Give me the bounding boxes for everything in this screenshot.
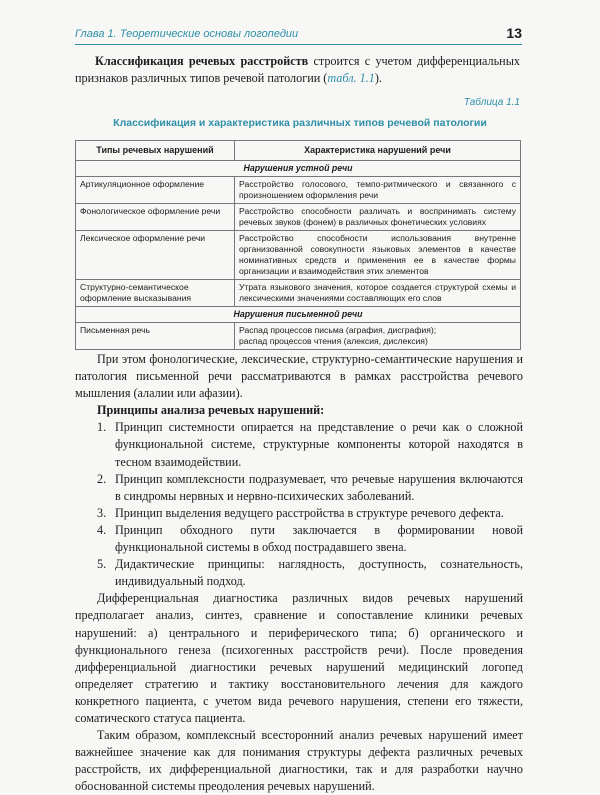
table-row — [76, 323, 521, 350]
list-item — [75, 505, 523, 522]
running-header — [0, 0, 600, 44]
row-type: Фонологическое оформление речи — [76, 204, 235, 231]
list-item — [75, 556, 523, 590]
column-header-types: Типы речевых нарушений — [76, 141, 235, 161]
row-type: Структурно-семантическое оформление высказывания — [76, 280, 235, 307]
table-header-row — [76, 141, 521, 161]
section-written-speech: Нарушения письменной речи — [76, 307, 521, 323]
paragraph: Таким образом, комплексный всесторонний анализ речевых нарушений имеет важнейшее значение как для понимания структуры дефекта различных речевых расстройств, их дифференциальной диагностики, так и для разработки научно обоснованной системы преодоления речевых нарушений. — [75, 728, 523, 794]
table-row — [76, 280, 521, 307]
list-item — [75, 471, 523, 505]
row-description — [235, 323, 521, 350]
row-type: Лексическое оформление речи — [76, 231, 235, 280]
list-number: 1. — [97, 420, 107, 435]
list-text: Дидактические принципы: наглядность, доступность, сознательность, индивидуальный подход. — [115, 557, 523, 589]
row-description: Расстройство голосового, темпо-ритмического и связанного с произношением оформления речи — [235, 177, 521, 204]
section-row-oral — [76, 161, 521, 177]
intro-bold-term: Классификация речевых расстройств — [95, 54, 309, 68]
table-reference: табл. 1.1 — [327, 71, 375, 85]
row-description-line: Распад процессов письма (аграфия, дисграфия); — [239, 325, 437, 335]
paragraph: Дифференциальная диагностика различных видов речевых нарушений предполагает анализ, синтез, сравнение и сопоставление клиники речевых нарушений: а) центрального и периферического типа; б) органического и функционального генеза (психогенных расстройств речи). После проведения дифференциальной диагностики речевых нарушений медицинский логопед определяет стратегию и тактику восстановительного лечения для каждого конкретного пациента, с учетом вида речевого нарушения, степени его тяжести, соматического статуса пациента. — [75, 591, 523, 725]
list-number: 5. — [97, 557, 107, 572]
section-oral-speech: Нарушения устной речи — [76, 161, 521, 177]
list-number: 3. — [97, 505, 107, 520]
intro-end: ). — [374, 71, 382, 85]
table-title: Классификация и характеристика различных типов речевой патологии — [113, 117, 487, 129]
list-number: 4. — [97, 522, 107, 537]
row-description-line: распад процессов чтения (алексия, дислексия) — [239, 336, 428, 346]
table-row — [76, 177, 521, 204]
body-text — [75, 351, 523, 795]
paragraph: При этом фонологические, лексические, структурно-семантические нарушения и патология письменной речи рассматриваются в рамках расстройства речевого мышления (алалии или афазии). — [75, 352, 523, 401]
row-type: Артикуляционное оформление — [76, 177, 235, 204]
list-text: Принцип системности опирается на представление о речи как о сложной функциональной системе, структурные компоненты которой находятся в тесном взаимодействии. — [115, 420, 523, 469]
list-item — [75, 522, 523, 556]
principles-heading: Принципы анализа речевых нарушений: — [97, 403, 325, 418]
header-rule — [75, 44, 522, 45]
row-description: Утрата языкового значения, которое создается структурой схемы и лексическими значениями составляющих его слов — [235, 280, 521, 307]
table-row — [76, 231, 521, 280]
list-text: Принцип обходного пути заключается в формировании новой функциональной системы в обход пострадавшего звена. — [115, 522, 523, 555]
list-number: 2. — [97, 471, 107, 486]
table-row — [76, 204, 521, 231]
row-description: Расстройство способности использования внутренне организованной совокупности языковых элементов в качестве номинативных средств и применения ее в качестве формы организации и взаимодействия этих элементов — [235, 231, 521, 280]
chapter-title: Глава 1. Теоретические основы логопедии — [75, 28, 299, 40]
page-number: 13 — [506, 25, 522, 41]
list-text: Принцип комплексности подразумевает, что речевые нарушения включаются в синдромы нервных и нервно-психических заболеваний. — [115, 471, 523, 503]
section-row-written — [76, 307, 521, 323]
list-item — [75, 419, 523, 470]
row-type: Письменная речь — [76, 323, 235, 350]
table-number: Таблица 1.1 — [463, 97, 520, 108]
intro-paragraph — [75, 53, 520, 87]
classification-table — [75, 140, 521, 350]
row-description: Расстройство способности различать и воспринимать систему речевых звуков (фонем) в различных фонетических условиях — [235, 204, 521, 231]
principles-list — [75, 419, 523, 590]
list-text: Принцип выделения ведущего расстройства в структуре речевого дефекта. — [115, 505, 504, 520]
intro-text: строится с учетом дифференциальных признаков различных типов речевой патологии ( — [75, 54, 520, 85]
column-header-characteristics: Характеристика нарушений речи — [235, 141, 521, 161]
